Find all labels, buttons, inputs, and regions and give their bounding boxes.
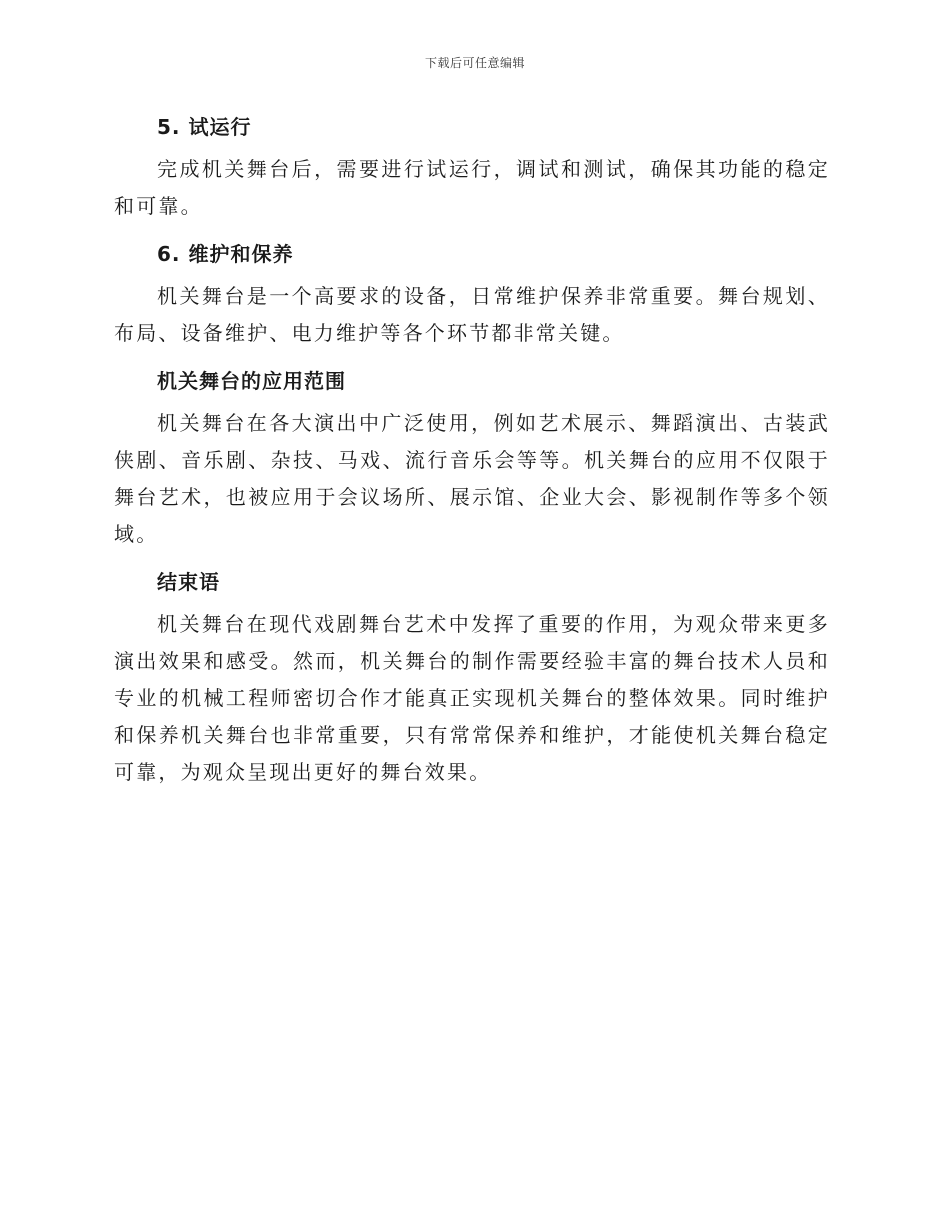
section-applications <box>114 362 830 563</box>
section-heading: 结束语 <box>157 570 220 594</box>
section-paragraph: 机关舞台是一个高要求的设备，日常维护保养非常重要。舞台规划、布局、设备维护、电力维护等各个环节都非常关键。 <box>114 284 830 345</box>
section-paragraph: 机关舞台在各大演出中广泛使用，例如艺术展示、舞蹈演出、古装武侠剧、音乐剧、杂技、马戏、流行音乐会等等。机关舞台的应用不仅限于舞台艺术，也被应用于会议场所、展示馆、企业大会、影视制作等多个领域。 <box>114 411 830 546</box>
document-body <box>114 108 830 791</box>
section-conclusion <box>114 563 830 791</box>
section-heading: 5. 试运行 <box>157 115 252 139</box>
section-heading: 机关舞台的应用范围 <box>157 369 346 393</box>
section-trial-run <box>114 108 830 235</box>
section-paragraph: 完成机关舞台后，需要进行试运行，调试和测试，确保其功能的稳定和可靠。 <box>114 157 830 218</box>
section-heading: 6. 维护和保养 <box>157 242 294 266</box>
running-header: 下载后可任意编辑 <box>424 56 525 70</box>
section-paragraph: 机关舞台在现代戏剧舞台艺术中发挥了重要的作用，为观众带来更多演出效果和感受。然而，机关舞台的制作需要经验丰富的舞台技术人员和专业的机械工程师密切合作才能真正实现机关舞台的整体效果。同时维护和保养机关舞台也非常重要，只有常常保养和维护，才能使机关舞台稳定可靠，为观众呈现出更好的舞台效果。 <box>114 612 830 784</box>
section-maintenance <box>114 235 830 362</box>
